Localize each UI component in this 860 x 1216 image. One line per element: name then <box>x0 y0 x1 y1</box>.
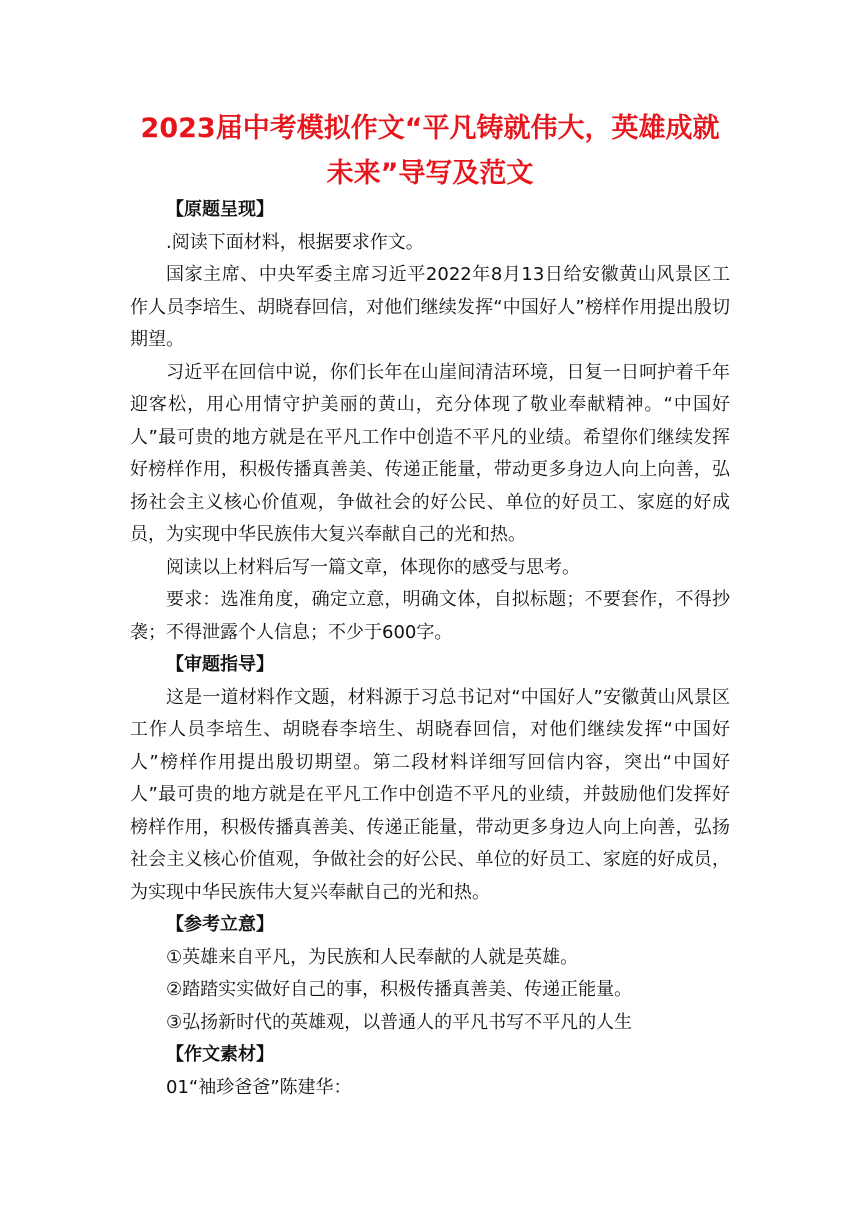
material-item-1: 01“袖珍爸爸”陈建华： <box>166 1076 352 1098</box>
document-body <box>130 194 730 1104</box>
section-heading-guidance: 【审题指导】 <box>166 654 274 675</box>
original-paragraph-requirements: 要求：选准角度，确定立意，明确文体，自拟标题；不要套作，不得抄袭；不得泄露个人信息；不少于600字。 <box>130 589 730 643</box>
original-paragraph-instruction: .阅读下面材料，根据要求作文。 <box>166 231 424 253</box>
guidance-paragraph: 这是一道材料作文题，材料源于习总书记对“中国好人”安徽黄山风景区工作人员李培生、胡晓春李培生、胡晓春回信，对他们继续发挥“中国好人”榜样作用提出殷切期望。第二段材料详细写回信内容，突出“中国好人”最可贵的地方就是在平凡工作中创造不平凡的业绩，并鼓励他们发挥好榜样作用，积极传播真善美、传递正能量，带动更多身边人向上向善，弘扬社会主义核心价值观，争做社会的好公民、单位的好员工、家庭的好成员，为实现中华民族伟大复兴奉献自己的光和热。 <box>130 686 730 903</box>
idea-point-2: ②踏踏实实做好自己的事，积极传播真善美、传递正能量。 <box>166 979 633 1000</box>
original-paragraph-reply: 习近平在回信中说，你们长年在山崖间清洁环境，日复一日呵护着千年迎客松，用心用情守护美丽的黄山，充分体现了敬业奉献精神。“中国好人”最可贵的地方就是在平凡工作中创造不平凡的业绩。希望你们继续发挥好榜样作用，积极传播真善美、传递正能量，带动更多身边人向上向善，弘扬社会主义核心价值观，争做社会的好公民、单位的好员工、家庭的好成员，为实现中华民族伟大复兴奉献自己的光和热。 <box>130 361 730 545</box>
document-title-line-2: 未来”导写及范文 <box>326 158 534 189</box>
document-title-line-1: 2023届中考模拟作文“平凡铸就伟大，英雄成就 <box>140 113 720 144</box>
original-paragraph-task: 阅读以上材料后写一篇文章，体现你的感受与思考。 <box>166 556 580 578</box>
idea-point-3: ③弘扬新时代的英雄观，以普通人的平凡书写不平凡的人生 <box>166 1011 633 1033</box>
section-heading-original: 【原题呈现】 <box>166 199 274 220</box>
section-heading-ideas: 【参考立意】 <box>166 914 274 935</box>
section-heading-material: 【作文素材】 <box>166 1044 274 1065</box>
idea-point-1: ①英雄来自平凡，为民族和人民奉献的人就是英雄。 <box>166 946 579 968</box>
original-paragraph-letter: 国家主席、中央军委主席习近平2022年8月13日给安徽黄山风景区工作人员李培生、胡晓春回信，对他们继续发挥“中国好人”榜样作用提出殷切期望。 <box>130 264 730 350</box>
